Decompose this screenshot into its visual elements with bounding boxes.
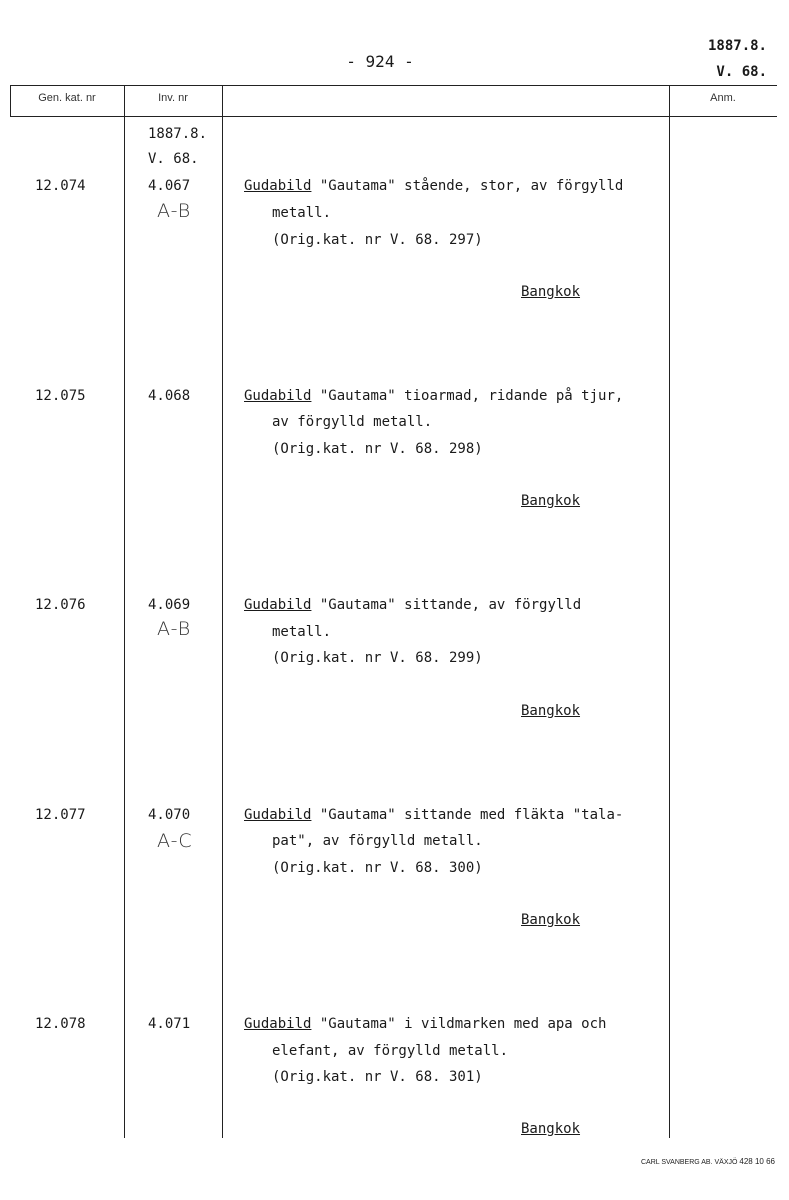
handwritten-note: A-C (157, 830, 193, 852)
printer-name: CARL SVANBERG AB. VÄXJÖ (640, 1159, 738, 1166)
inv-nr: 4.069 (148, 597, 191, 613)
printer-imprint (641, 1157, 775, 1166)
origin-city: Bangkok (521, 493, 581, 509)
original-catalog-number: (Orig.kat. nr V. 68. 299) (272, 650, 483, 666)
description-line-2: elefant, av förgylld metall. (272, 1043, 509, 1059)
origin-city: Bangkok (521, 1121, 581, 1137)
description-text: "Gautama" tioarmad, ridande på tjur, (311, 388, 624, 404)
column-header-anm: Anm. (710, 92, 736, 104)
description-line-1 (244, 807, 623, 823)
column-divider-inv-description (222, 85, 223, 1138)
description-text: "Gautama" stående, stor, av förgylld (311, 178, 624, 194)
column-divider-description-anm (669, 85, 670, 1138)
description-line-1 (244, 1016, 606, 1032)
inv-nr: 4.067 (148, 178, 191, 194)
description-text: "Gautama" sittande, av förgylld (311, 597, 582, 613)
column-header-inv-nr: Inv. nr (158, 92, 188, 104)
description-line-2: pat", av förgylld metall. (272, 833, 483, 849)
object-type: Gudabild (244, 178, 312, 194)
original-catalog-number: (Orig.kat. nr V. 68. 297) (272, 232, 483, 248)
gen-kat-nr: 12.075 (35, 388, 86, 404)
object-type: Gudabild (244, 1016, 312, 1032)
object-type: Gudabild (244, 388, 312, 404)
column-header-gen-kat-nr: Gen. kat. nr (38, 92, 96, 104)
object-type: Gudabild (244, 597, 312, 613)
description-line-1 (244, 178, 623, 194)
description-text: "Gautama" i vildmarken med apa och (311, 1016, 607, 1032)
origin-city: Bangkok (521, 284, 581, 300)
description-line-2: av förgylld metall. (272, 414, 433, 430)
inventory-heading-volume: V. 68. (148, 151, 199, 167)
gen-kat-nr: 12.076 (35, 597, 86, 613)
form-number: 428 10 66 (739, 1157, 775, 1166)
inv-nr: 4.070 (148, 807, 191, 823)
catalog-reference-volume: V. 68. (716, 64, 767, 80)
object-type: Gudabild (244, 807, 312, 823)
gen-kat-nr: 12.074 (35, 178, 86, 194)
original-catalog-number: (Orig.kat. nr V. 68. 298) (272, 441, 483, 457)
gen-kat-nr: 12.077 (35, 807, 86, 823)
column-divider-gen-inv (124, 85, 125, 1138)
origin-city: Bangkok (521, 912, 581, 928)
original-catalog-number: (Orig.kat. nr V. 68. 301) (272, 1069, 483, 1085)
description-line-2: metall. (272, 205, 332, 221)
table-top-rule (10, 85, 777, 86)
catalog-reference-year: 1887.8. (707, 38, 767, 54)
origin-city: Bangkok (521, 703, 581, 719)
original-catalog-number: (Orig.kat. nr V. 68. 300) (272, 860, 483, 876)
gen-kat-nr: 12.078 (35, 1016, 86, 1032)
description-text: "Gautama" sittande med fläkta "tala- (311, 807, 624, 823)
page-number: - 924 - (346, 52, 414, 71)
description-line-1 (244, 597, 581, 613)
inv-nr: 4.068 (148, 388, 191, 404)
inv-nr: 4.071 (148, 1016, 191, 1032)
inventory-heading-year: 1887.8. (148, 126, 208, 142)
description-line-2: metall. (272, 624, 332, 640)
handwritten-note: A-B (157, 200, 192, 222)
description-line-1 (244, 388, 623, 404)
handwritten-note: A-B (157, 618, 192, 640)
table-header-rule (10, 116, 777, 117)
